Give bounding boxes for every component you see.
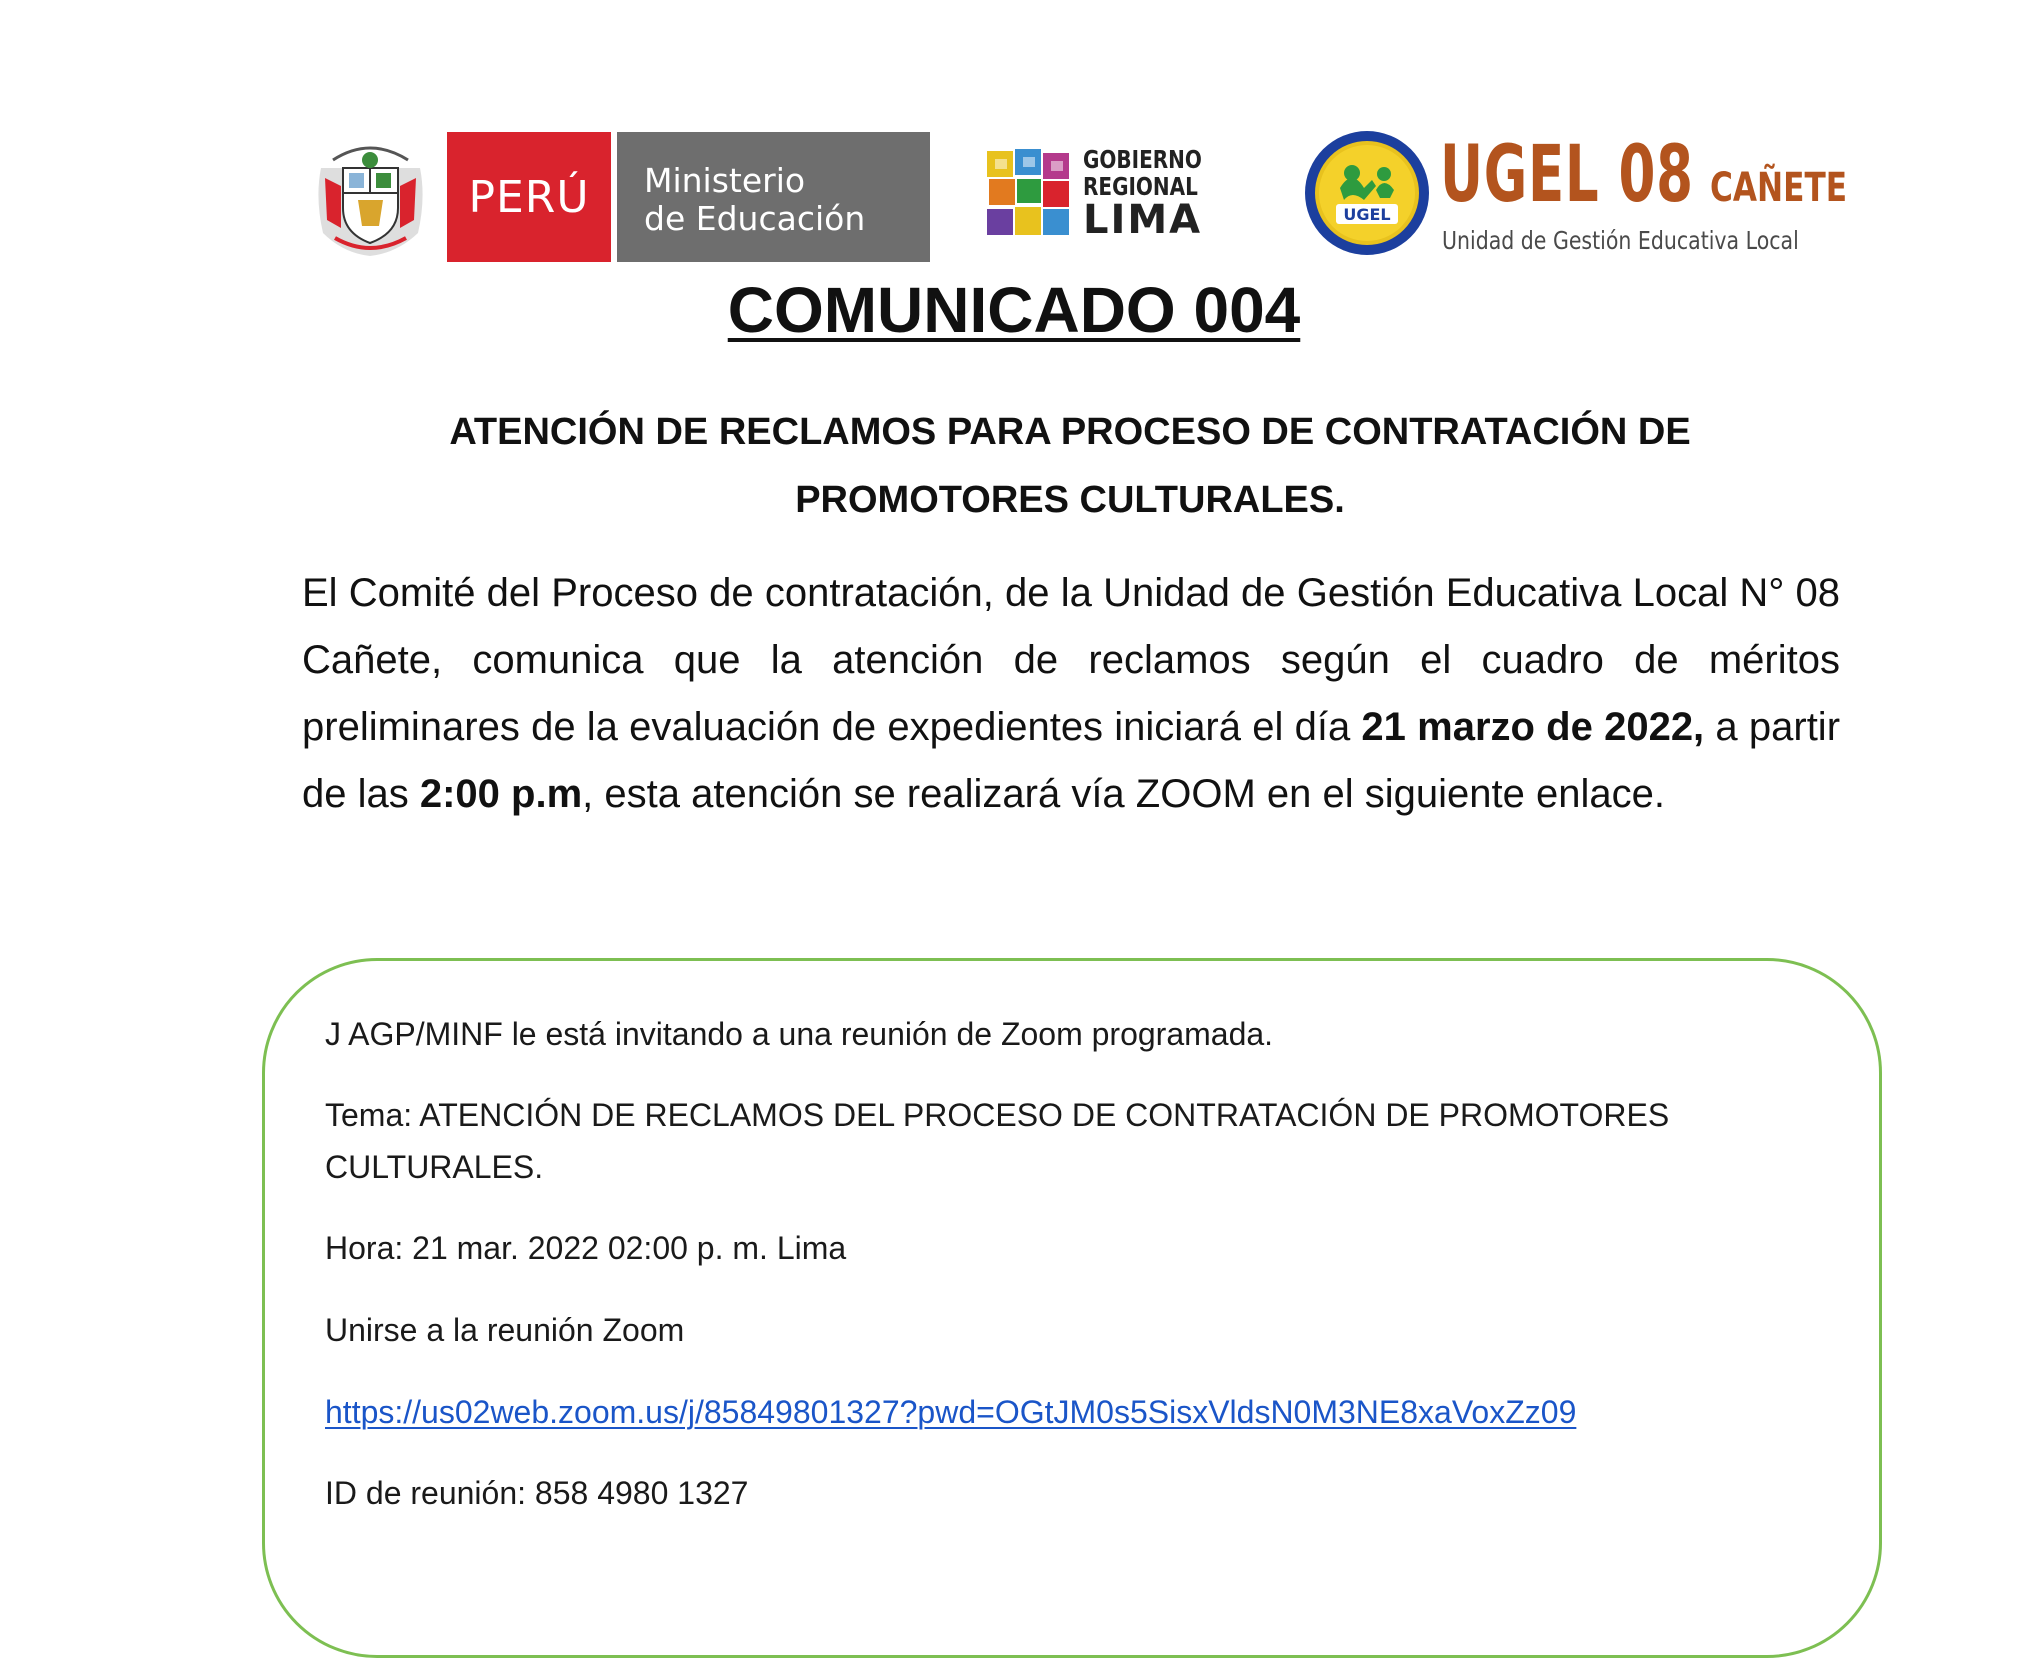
document-title <box>0 270 2028 350</box>
paragraph-part-3: , esta atención se realizará vía ZOOM en el siguiente enlace. <box>582 772 1665 816</box>
ugel-title-place: CAÑETE <box>1710 165 1848 211</box>
ugel-subtitle: Unidad de Gestión Educativa Local <box>1442 226 1799 255</box>
paragraph-date: 21 marzo de 2022, <box>1361 705 1705 749</box>
subtitle-line-1: ATENCIÓN DE RECLAMOS PARA PROCESO DE CONTRATACIÓN DE <box>449 411 1691 453</box>
subtitle-line-2: PROMOTORES CULTURALES. <box>795 479 1345 521</box>
peru-brand-box <box>447 132 611 262</box>
ugel-title <box>1440 130 1860 220</box>
zoom-join-label: Unirse a la reunión Zoom <box>325 1312 685 1348</box>
announcement-paragraph <box>302 560 1840 828</box>
gobierno-regional-logo-icon <box>985 147 1073 239</box>
gobierno-regional-wordmark <box>1083 145 1223 243</box>
paragraph-part-2: a partir de las <box>302 705 1841 816</box>
gob-line-1: GOBIERNO <box>1083 145 1202 174</box>
zoom-invite-text: J AGP/MINF le está invitando a una reunión de Zoom programada. <box>325 1016 1274 1052</box>
document-title-text: COMUNICADO 004 <box>727 274 1301 346</box>
paragraph-time: 2:00 p.m <box>419 772 583 816</box>
peru-coat-of-arms-icon <box>313 138 428 258</box>
zoom-meeting-link[interactable]: https://us02web.zoom.us/j/85849801327?pwd=OGtJM0s5SisxVldsN0M3NE8xaVoxZz09 <box>325 1394 1577 1430</box>
ugel-title-main: UGEL 08 <box>1440 130 1694 220</box>
paragraph-part-1: El Comité del Proceso de contratación, de la Unidad de Gestión Educativa Local N° 08 Cañete, comunica que la atención de reclamos según el cuadro de méritos preliminares de la evaluación de expedientes iniciará el día <box>302 571 1840 749</box>
zoom-topic-line-2: CULTURALES. <box>325 1149 544 1185</box>
gob-line-2: REGIONAL <box>1083 172 1198 201</box>
ministry-line-2: de Educación <box>644 199 866 238</box>
ugel-seal-icon <box>1302 128 1432 258</box>
ministry-line-1: Ministerio <box>644 161 806 200</box>
zoom-link-row <box>325 1386 1576 1438</box>
zoom-time: Hora: 21 mar. 2022 02:00 p. m. Lima <box>325 1230 847 1266</box>
peru-label: PERÚ <box>468 171 590 223</box>
document-subtitle <box>300 398 1840 534</box>
gob-line-3: LIMA <box>1083 197 1203 243</box>
zoom-topic-line-1: Tema: ATENCIÓN DE RECLAMOS DEL PROCESO DE CONTRATACIÓN DE PROMOTORES <box>325 1097 1670 1133</box>
ugel-seal-text: UGEL <box>1343 205 1391 224</box>
zoom-meeting-id: ID de reunión: 858 4980 1327 <box>325 1475 749 1511</box>
document-header <box>0 0 2028 270</box>
ministry-brand-box <box>617 132 930 262</box>
